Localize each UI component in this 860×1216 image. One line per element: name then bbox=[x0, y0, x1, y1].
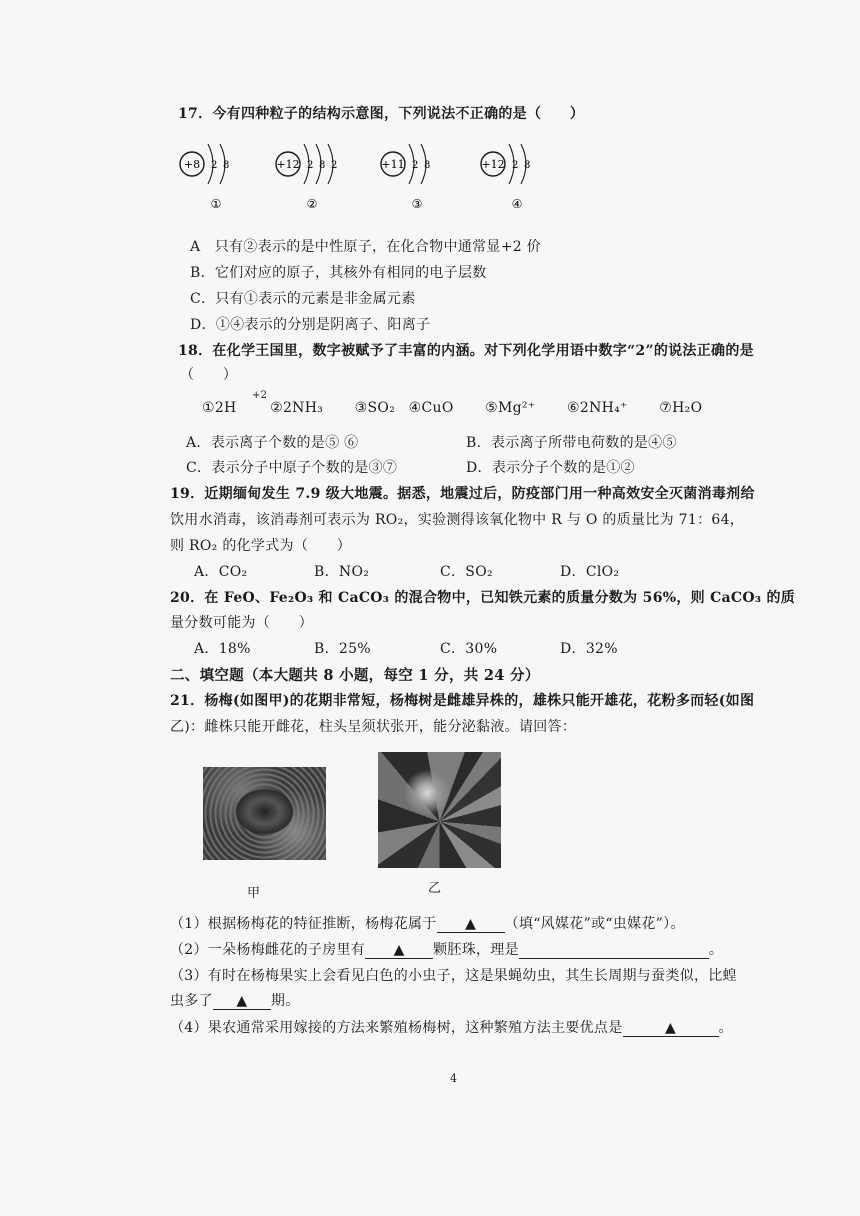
q18-stem: 18．在化学王国里，数字被赋予了丰富的内涵。对下列化学用语中数字“2”的说法正确的是 bbox=[178, 343, 754, 359]
q19-option-b: B．NO₂ bbox=[314, 564, 370, 580]
q18-paren: （ ） bbox=[180, 367, 238, 383]
symbol-6: ⑥2NH₄⁺ bbox=[567, 400, 628, 416]
period: 。 bbox=[718, 1020, 733, 1036]
q19-line-1: 19．近期缅甸发生 7.9 级大地震。据悉，地震过后，防疫部门用一种高效安全灭菌消毒剂给 bbox=[170, 486, 755, 502]
answer-blank-4[interactable] bbox=[623, 1020, 719, 1037]
nucleus-charge: +12 bbox=[276, 158, 300, 171]
electron-count: 8 bbox=[524, 160, 531, 171]
q17-option-a: A 只有②表示的是中性原子，在化合物中通常显+2 价 bbox=[190, 239, 541, 255]
q19-option-a: A．CO₂ bbox=[194, 564, 248, 580]
q20-option-c: C．30% bbox=[440, 641, 498, 657]
q19-option-d: D．ClO₂ bbox=[560, 564, 620, 580]
bayberry-photo-b bbox=[378, 752, 501, 868]
electron-count: 8 bbox=[319, 160, 326, 171]
q21-sub2-tail: 颗胚珠，理是 bbox=[433, 942, 519, 958]
figure-label-a: 甲 bbox=[247, 886, 261, 901]
q21-sub-3-line-1: （3）有时在杨梅果实上会看见白色的小虫子，这是果蝇幼虫，其生长周期与蚕类似，比蝗 bbox=[170, 968, 737, 984]
q17-stem: 17．今有四种粒子的结构示意图，下列说法不正确的是（ ） bbox=[178, 106, 585, 122]
electron-count: 2 bbox=[412, 160, 419, 171]
q20-option-b: B．25% bbox=[314, 641, 371, 657]
atom-diagram-2 bbox=[270, 132, 370, 212]
electron-count: 2 bbox=[331, 160, 338, 171]
atom-diagram-3 bbox=[375, 132, 475, 212]
q19-line-2: 饮用水消毒，该消毒剂可表示为 RO₂，实验测得该氧化物中 R 与 O 的质量比为 71：64， bbox=[170, 512, 745, 528]
q19-option-c: C．SO₂ bbox=[440, 564, 493, 580]
q21-sub-2 bbox=[170, 939, 723, 959]
q17-option-c: C．只有①表示的元素是非金属元素 bbox=[190, 291, 416, 307]
electron-count: 8 bbox=[424, 160, 431, 171]
q21-sub3-tail: 期。 bbox=[270, 993, 300, 1009]
symbol-1: ①2H bbox=[202, 400, 237, 416]
symbol-5: ⑤Mg²⁺ bbox=[485, 400, 536, 416]
symbol-2: ②2NH₃ bbox=[270, 400, 324, 416]
atom-diagram-1 bbox=[174, 132, 274, 212]
answer-blank-reason[interactable] bbox=[519, 942, 709, 959]
cuo-charge-label: +2 bbox=[252, 390, 268, 401]
q20-line-1: 20．在 FeO、Fe₂O₃ 和 CaCO₃ 的混合物中，已知铁元素的质量分数为 56%，则 CaCO₃ 的质 bbox=[170, 590, 796, 606]
electron-count: 2 bbox=[512, 160, 519, 171]
q21-sub4-text: （4）果农通常采用嫁接的方法来繁殖杨梅树，这种繁殖方法主要优点是 bbox=[170, 1020, 623, 1036]
q21-sub2-text: （2）一朵杨梅雌花的子房里有 bbox=[170, 942, 366, 958]
nucleus-charge: +11 bbox=[381, 158, 405, 171]
atom-label: ④ bbox=[511, 197, 523, 211]
figure-label-b: 乙 bbox=[428, 881, 442, 896]
nucleus-charge: +12 bbox=[481, 158, 505, 171]
symbol-4: ④CuO bbox=[408, 400, 454, 416]
q20-option-d: D．32% bbox=[560, 641, 618, 657]
atom-label: ① bbox=[210, 197, 222, 211]
q19-line-3: 则 RO₂ 的化学式为（ ） bbox=[170, 538, 352, 554]
electron-count: 2 bbox=[211, 160, 218, 171]
electron-count: 2 bbox=[307, 160, 314, 171]
period: 。 bbox=[708, 942, 724, 958]
q18-option-b: B．表示离子所带电荷数的是④⑤ bbox=[466, 435, 677, 451]
answer-blank-3[interactable] bbox=[213, 993, 271, 1010]
answer-blank-2[interactable] bbox=[365, 942, 433, 959]
atom-label: ② bbox=[306, 197, 318, 211]
triangle-marker: ▲ bbox=[393, 942, 405, 958]
q21-sub3-text: 虫多了 bbox=[170, 993, 213, 1009]
electron-count: 8 bbox=[223, 160, 230, 171]
symbol-7: ⑦H₂O bbox=[659, 400, 703, 416]
q21-sub1-tail: （填“风媒花”或“虫媒花”）。 bbox=[504, 916, 685, 932]
q20-option-a: A．18% bbox=[194, 641, 251, 657]
answer-blank-1[interactable] bbox=[437, 916, 505, 933]
q17-option-d: D．①④表示的分别是阴离子、阳离子 bbox=[190, 317, 431, 333]
nucleus-charge: +8 bbox=[183, 158, 201, 171]
atom-diagram-4 bbox=[475, 132, 575, 212]
q21-sub1-text: （1）根据杨梅花的特征推断，杨梅花属于 bbox=[170, 916, 437, 932]
q20-line-2: 量分数可能为（ ） bbox=[170, 615, 313, 631]
symbol-3: ③SO₂ bbox=[354, 400, 396, 416]
section-2-heading: 二、填空题（本大题共 8 小题，每空 1 分，共 24 分） bbox=[170, 667, 540, 684]
page-number: 4 bbox=[450, 1072, 458, 1085]
q21-sub-3-line-2 bbox=[170, 990, 300, 1010]
triangle-marker: ▲ bbox=[664, 1020, 677, 1036]
q21-sub-1 bbox=[170, 913, 685, 933]
q18-option-d: D．表示分子个数的是①② bbox=[466, 460, 635, 476]
triangle-marker: ▲ bbox=[465, 916, 477, 932]
atom-label: ③ bbox=[411, 197, 423, 211]
q21-line-2: 乙)：雌株只能开雌花，柱头呈须状张开，能分泌黏液。请回答： bbox=[170, 719, 577, 735]
q18-option-a: A．表示离子个数的是⑤ ⑥ bbox=[186, 435, 359, 451]
q21-line-1: 21．杨梅(如图甲)的花期非常短，杨梅树是雌雄异株的，雄株只能开雄花，花粉多而轻(如图 bbox=[170, 693, 755, 709]
q18-symbols bbox=[202, 400, 702, 416]
q21-sub-4 bbox=[170, 1017, 733, 1037]
q17-option-b: B．它们对应的原子，其核外有相同的电子层数 bbox=[190, 265, 487, 281]
q18-option-c: C．表示分子中原子个数的是③⑦ bbox=[186, 460, 398, 476]
triangle-marker: ▲ bbox=[236, 993, 248, 1009]
bayberry-photo-a bbox=[203, 767, 326, 860]
